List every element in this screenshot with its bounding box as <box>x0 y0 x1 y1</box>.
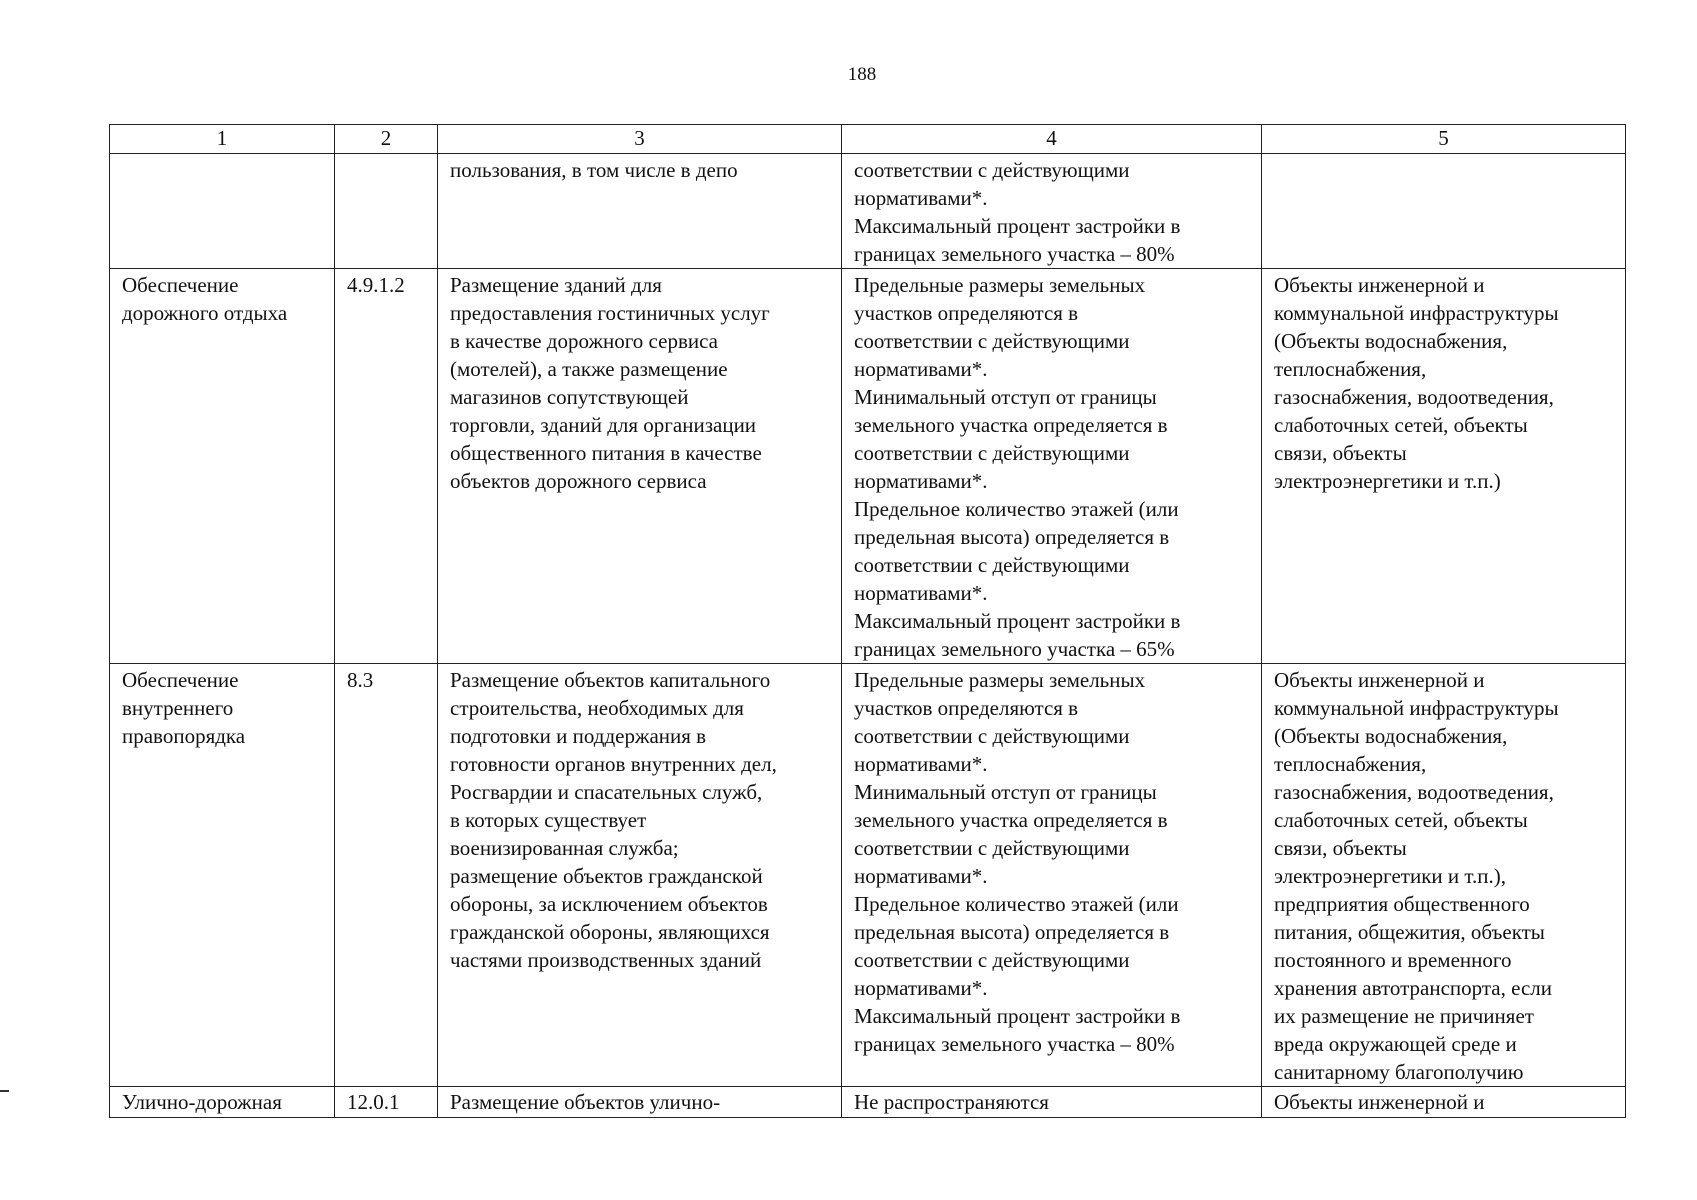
text-line: 12.0.1 <box>347 1090 400 1114</box>
text-line: коммунальной инфраструктуры <box>1274 301 1559 325</box>
text-line: частями производственных зданий <box>450 948 762 972</box>
text-line: связи, объекты <box>1274 836 1407 860</box>
parameters-cell <box>842 269 1262 664</box>
text-line: хранения автотранспорта, если <box>1274 976 1553 1000</box>
header-cell: 1 <box>110 125 335 154</box>
text-line: Улично-дорожная <box>122 1090 282 1114</box>
text-line: предельная высота) определяется в <box>854 525 1170 549</box>
text-line: нормативами*. <box>854 581 988 605</box>
table-row <box>110 1087 1626 1118</box>
text-line: Предельное количество этажей (или <box>854 892 1179 916</box>
table-row <box>110 154 1626 269</box>
text-line: газоснабжения, водоотведения, <box>1274 385 1554 409</box>
text-line: Максимальный процент застройки в <box>854 214 1181 238</box>
header-row <box>110 125 1626 154</box>
header-cell: 4 <box>842 125 1262 154</box>
parameters-cell <box>842 154 1262 269</box>
text-line: электроэнергетики и т.п.), <box>1274 864 1506 888</box>
text-line: Минимальный отступ от границы <box>854 780 1157 804</box>
text-line: Предельное количество этажей (или <box>854 497 1179 521</box>
text-line: земельного участка определяется в <box>854 413 1168 437</box>
text-line: питания, общежития, объекты <box>1274 920 1545 944</box>
land-use-description-cell <box>438 154 842 269</box>
text-line: газоснабжения, водоотведения, <box>1274 780 1554 804</box>
text-line: дорожного отдыха <box>122 301 288 325</box>
text-line: санитарному благополучию <box>1274 1060 1524 1084</box>
text-line: Размещение объектов капитального <box>450 668 771 692</box>
text-line: объектов дорожного сервиса <box>450 469 707 493</box>
text-line: границах земельного участка – 80% <box>854 1032 1175 1056</box>
text-line: границах земельного участка – 65% <box>854 637 1175 661</box>
auxiliary-objects-cell <box>1262 154 1626 269</box>
text-line: в качестве дорожного сервиса <box>450 329 718 353</box>
text-line: нормативами*. <box>854 752 988 776</box>
text-line: Объекты инженерной и <box>1274 273 1485 297</box>
text-line: Размещение зданий для <box>450 273 662 297</box>
text-line: внутреннего <box>122 696 234 720</box>
text-line: коммунальной инфраструктуры <box>1274 696 1559 720</box>
text-line: Обеспечение <box>122 273 239 297</box>
text-line: нормативами*. <box>854 469 988 493</box>
auxiliary-objects-cell <box>1262 1087 1626 1118</box>
text-line: теплоснабжения, <box>1274 357 1427 381</box>
land-use-name-cell <box>110 269 335 664</box>
auxiliary-objects-cell <box>1262 269 1626 664</box>
land-use-code-cell <box>335 1087 438 1118</box>
land-use-code-cell <box>335 269 438 664</box>
text-line: пользования, в том числе в депо <box>450 158 738 182</box>
text-line: соответствии с действующими <box>854 948 1130 972</box>
text-line: нормативами*. <box>854 357 988 381</box>
text-line: соответствии с действующими <box>854 724 1130 748</box>
text-line: торговли, зданий для организации <box>450 413 757 437</box>
table-row <box>110 664 1626 1087</box>
land-use-code-cell <box>335 664 438 1087</box>
header-cell: 3 <box>438 125 842 154</box>
text-line: (Объекты водоснабжения, <box>1274 724 1508 748</box>
text-line: связи, объекты <box>1274 441 1407 465</box>
text-line: в которых существует <box>450 808 647 832</box>
text-line: (Объекты водоснабжения, <box>1274 329 1508 353</box>
header-cell: 2 <box>335 125 438 154</box>
text-line: участков определяются в <box>854 696 1079 720</box>
land-use-description-cell <box>438 269 842 664</box>
text-line: магазинов сопутствующей <box>450 385 689 409</box>
text-line: 8.3 <box>347 668 374 692</box>
text-line: Росгвардии и спасательных служб, <box>450 780 763 804</box>
text-line: готовности органов внутренних дел, <box>450 752 777 776</box>
margin-mark <box>0 1090 9 1092</box>
text-line: предприятия общественного <box>1274 892 1530 916</box>
text-line: гражданской обороны, являющихся <box>450 920 770 944</box>
text-line: Не распространяются <box>854 1090 1049 1114</box>
text-line: Размещение объектов улично- <box>450 1090 721 1114</box>
text-line: предоставления гостиничных услуг <box>450 301 770 325</box>
text-line: слаботочных сетей, объекты <box>1274 413 1528 437</box>
land-use-description-cell <box>438 1087 842 1118</box>
text-line: Максимальный процент застройки в <box>854 609 1181 633</box>
text-line: Объекты инженерной и <box>1274 668 1485 692</box>
text-line: 4.9.1.2 <box>347 273 405 297</box>
text-line: Объекты инженерной и <box>1274 1090 1485 1114</box>
parameters-cell <box>842 664 1262 1087</box>
text-line: обороны, за исключением объектов <box>450 892 768 916</box>
header-cell: 5 <box>1262 125 1626 154</box>
text-line: военизированная служба; <box>450 836 679 860</box>
text-line: участков определяются в <box>854 301 1079 325</box>
text-line: соответствии с действующими <box>854 836 1130 860</box>
text-line: соответствии с действующими <box>854 553 1130 577</box>
text-line: строительства, необходимых для <box>450 696 744 720</box>
land-use-name-cell <box>110 1087 335 1118</box>
text-line: вреда окружающей среде и <box>1274 1032 1517 1056</box>
land-use-name-cell <box>110 154 335 269</box>
text-line: Минимальный отступ от границы <box>854 385 1157 409</box>
text-line: границах земельного участка – 80% <box>854 242 1175 266</box>
text-line: (мотелей), а также размещение <box>450 357 728 381</box>
text-line: Максимальный процент застройки в <box>854 1004 1181 1028</box>
text-line: соответствии с действующими <box>854 158 1130 182</box>
text-line: нормативами*. <box>854 976 988 1000</box>
text-line: нормативами*. <box>854 186 988 210</box>
text-line: предельная высота) определяется в <box>854 920 1170 944</box>
auxiliary-objects-cell <box>1262 664 1626 1087</box>
text-line: соответствии с действующими <box>854 329 1130 353</box>
text-line: подготовки и поддержания в <box>450 724 707 748</box>
text-line: слаботочных сетей, объекты <box>1274 808 1528 832</box>
text-line: правопорядка <box>122 724 246 748</box>
text-line: их размещение не причиняет <box>1274 1004 1534 1028</box>
text-line: теплоснабжения, <box>1274 752 1427 776</box>
land-use-name-cell <box>110 664 335 1087</box>
text-line: общественного питания в качестве <box>450 441 762 465</box>
table-row <box>110 269 1626 664</box>
text-line: размещение объектов гражданской <box>450 864 763 888</box>
land-use-description-cell <box>438 664 842 1087</box>
text-line: Обеспечение <box>122 668 239 692</box>
text-line: земельного участка определяется в <box>854 808 1168 832</box>
text-line: нормативами*. <box>854 864 988 888</box>
parameters-cell <box>842 1087 1262 1118</box>
text-line: Предельные размеры земельных <box>854 273 1146 297</box>
text-line: постоянного и временного <box>1274 948 1512 972</box>
land-use-code-cell <box>335 154 438 269</box>
zoning-table <box>109 124 1626 1118</box>
text-line: электроэнергетики и т.п.) <box>1274 469 1501 493</box>
page-number: 188 <box>847 64 877 85</box>
text-line: Предельные размеры земельных <box>854 668 1146 692</box>
text-line: соответствии с действующими <box>854 441 1130 465</box>
